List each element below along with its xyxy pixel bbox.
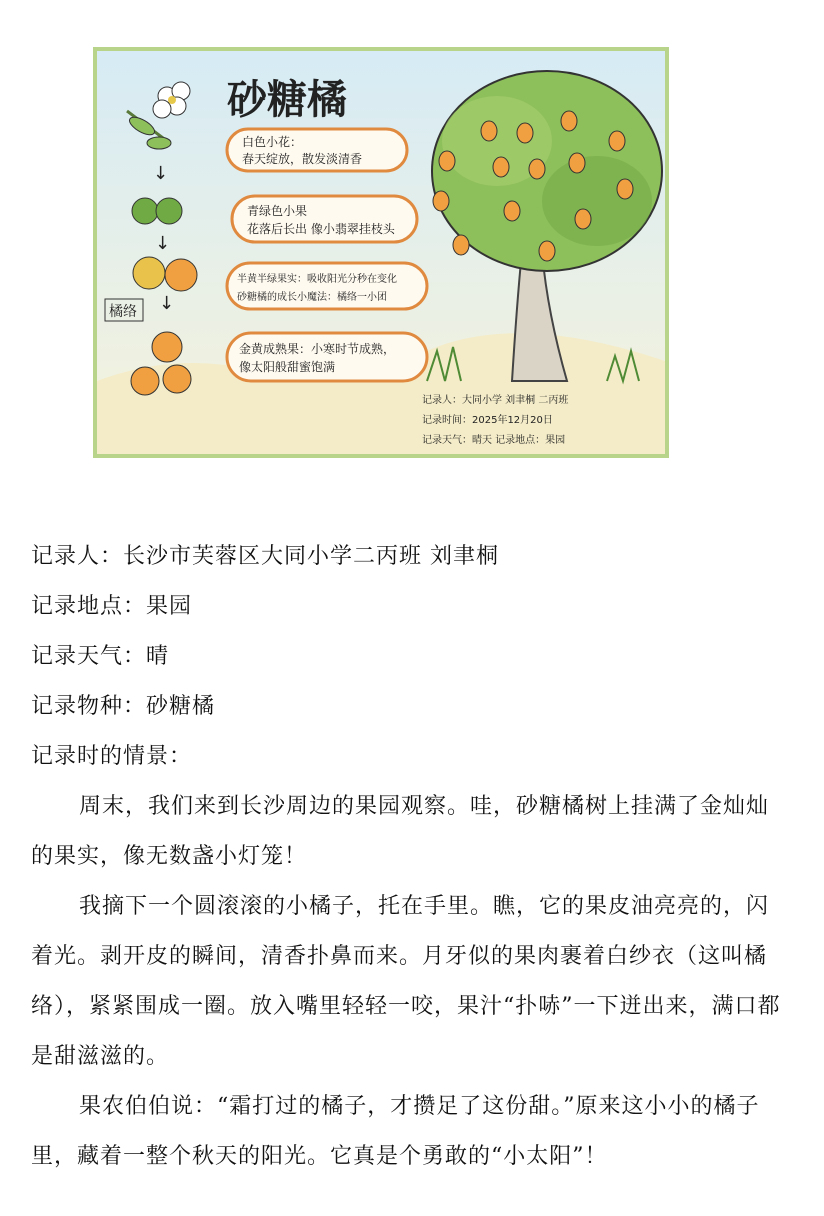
svg-text:砂糖橘的成长小魔法：橘络一小团: 砂糖橘的成长小魔法：橘络一小团 xyxy=(237,292,387,303)
note-capsule-3 xyxy=(227,263,427,309)
drawing-record-block xyxy=(422,393,568,446)
paragraph-2: 我摘下一个圆滚滚的小橘子，托在手里。瞧，它的果皮油亮亮的，闪着光。剥开皮的瞬间，清香扑鼻而来。月牙似的果肉裹着白纱衣（这叫橘络），紧紧围成一圈。放入嘴里轻轻一咬，果汁“扑哧”一下迸出来，满口都是甜滋滋的。 xyxy=(31,894,781,1069)
svg-text:花落后长出 像小翡翠挂枝头: 花落后长出 像小翡翠挂枝头 xyxy=(247,222,395,236)
drawing-title: 砂糖橘 xyxy=(227,77,347,123)
record-document xyxy=(31,532,791,1182)
svg-text:像太阳般甜蜜饱满: 像太阳般甜蜜饱满 xyxy=(239,360,336,374)
scene-label: 记录时的情景： xyxy=(31,744,193,769)
note-capsule-1 xyxy=(227,129,407,171)
note-capsule-4 xyxy=(227,333,427,381)
svg-text:白色小花：: 白色小花： xyxy=(242,135,303,149)
species-line: 记录物种：砂糖橘 xyxy=(31,694,216,719)
svg-text:春天绽放，散发淡清香: 春天绽放，散发淡清香 xyxy=(242,152,363,166)
svg-text:记录时间：2025年12月20日: 记录时间：2025年12月20日 xyxy=(422,415,553,426)
svg-text:金黄成熟果：小寒时节成熟，: 金黄成熟果：小寒时节成熟， xyxy=(239,342,396,356)
svg-text:青绿色小果: 青绿色小果 xyxy=(247,204,308,218)
hand-drawn-illustration xyxy=(93,47,669,458)
arrow-down-icon-3: ↓ xyxy=(159,293,175,314)
svg-text:记录人：大同小学 刘聿桐 二丙班: 记录人：大同小学 刘聿桐 二丙班 xyxy=(422,395,569,406)
paragraph-3: 果农伯伯说：“霜打过的橘子，才攒足了这份甜。”原来这小小的橘子里，藏着一整个秋天的阳光。它真是个勇敢的“小太阳”！ xyxy=(31,1094,760,1169)
arrow-down-icon: ↓ xyxy=(153,163,169,184)
side-label: 橘络 xyxy=(109,304,137,320)
weather-line: 记录天气：晴 xyxy=(31,644,170,669)
note-capsule-2 xyxy=(232,196,417,242)
arrow-down-icon-2: ↓ xyxy=(155,233,171,254)
svg-text:半黄半绿果实：吸收阳光分秒在变化: 半黄半绿果实：吸收阳光分秒在变化 xyxy=(237,274,397,285)
illustration-canvas xyxy=(97,51,665,454)
location-line: 记录地点：果园 xyxy=(31,594,193,619)
svg-text:记录天气：晴天 记录地点：果园: 记录天气：晴天 记录地点：果园 xyxy=(422,435,566,446)
recorder-line: 记录人：长沙市芙蓉区大同小学二丙班 刘聿桐 xyxy=(31,544,499,569)
paragraph-1: 周末，我们来到长沙周边的果园观察。哇，砂糖橘树上挂满了金灿灿的果实，像无数盏小灯笼！ xyxy=(31,794,770,869)
